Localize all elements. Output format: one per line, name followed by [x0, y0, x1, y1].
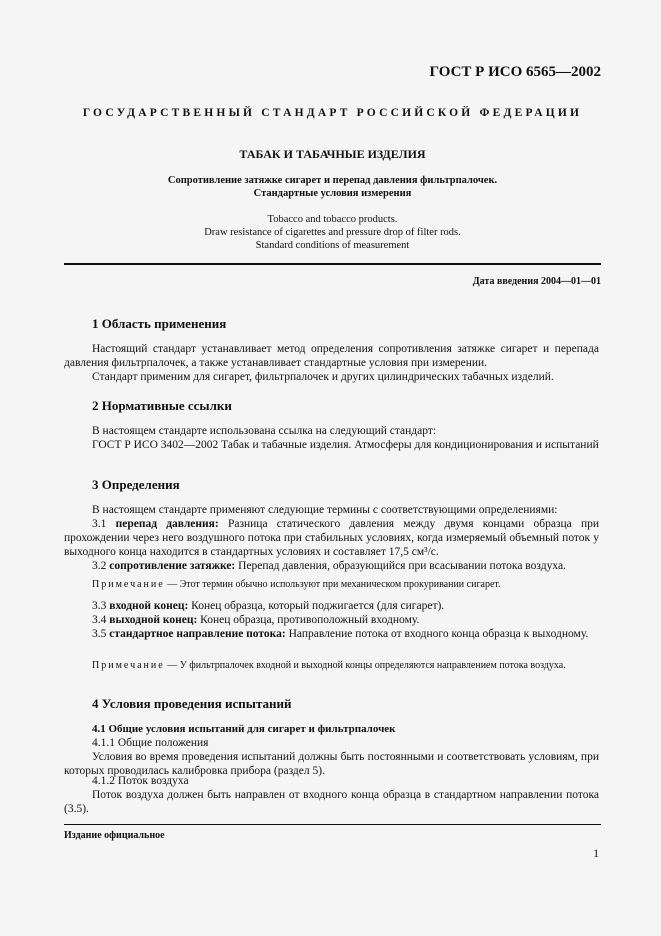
subsection-4-1-1-heading: 4.1.1 Общие положения: [92, 737, 209, 749]
definition-3-1: 3.1 перепад давления: Разница статического давления между двумя концами образца при прохождении через него воздушного потока при стабильных условиях, когда измеряемый объемный поток у выходного конца находится в стандартных условиях и составляет 17,5 см³/с.: [64, 518, 600, 559]
footer-divider: [64, 824, 601, 825]
section-1-heading: 1 Область применения: [92, 316, 227, 331]
english-title: [64, 213, 601, 252]
definition-3-4: 3.4 выходной конец: Конец образца, противоположный входному.: [92, 614, 420, 626]
definition-3-3: 3.3 входной конец: Конец образца, который поджигается (для сигарет).: [92, 600, 445, 612]
section-3-paragraph: В настоящем стандарте применяют следующие термины с соответствующими определениями:: [92, 504, 558, 516]
definition-3-5: 3.5 стандартное направление потока: Направление потока от входного конца образца к выходному.: [92, 628, 589, 640]
section-1-paragraph: Стандарт применим для сигарет, фильтрпалочек и других цилиндрических табачных изделий.: [92, 371, 554, 383]
subsection-4-1-heading: 4.1 Общие условия испытаний для сигарет и фильтрпалочек: [92, 723, 396, 735]
state-standard-banner: ГОСУДАРСТВЕННЫЙ СТАНДАРТ РОССИЙСКОЙ ФЕДЕРАЦИИ: [82, 107, 583, 119]
introduction-date: Дата введения 2004—01—01: [472, 276, 601, 287]
section-4-heading: 4 Условия проведения испытаний: [92, 696, 292, 711]
section-1-paragraph: Настоящий стандарт устанавливает метод определения сопротивления затяжке сигарет и перепада давления фильтрпалочек, а также устанавливает стандартные условия при измерении.: [64, 343, 599, 370]
subsection-4-1-2-paragraph: Поток воздуха должен быть направлен от входного конца образца в стандартном направлении потока (3.5).: [64, 789, 599, 816]
definition-3-2: 3.2 сопротивление затяжке: Перепад давления, образующийся при всасывании потока воздуха.: [92, 560, 566, 572]
section-2-paragraph: В настоящем стандарте использована ссылка на следующий стандарт:: [92, 425, 437, 437]
section-2-heading: 2 Нормативные ссылки: [92, 398, 232, 413]
russian-subtitle-line: Стандартные условия измерения: [253, 188, 412, 199]
header-divider: [64, 263, 601, 265]
section-3-heading: 3 Определения: [92, 477, 180, 492]
edition-label: Издание официальное: [64, 830, 165, 841]
note-2: Примечание — У фильтрпалочек входной и выходной концы определяются направлением потока воздуха.: [92, 660, 566, 671]
document-title: ТАБАК И ТАБАЧНЫЕ ИЗДЕЛИЯ: [239, 147, 426, 161]
russian-subtitle: [64, 174, 601, 200]
english-title-line: Standard conditions of measurement: [255, 240, 410, 251]
russian-subtitle-line: Сопротивление затяжке сигарет и перепад давления фильтрпалочек.: [167, 175, 498, 186]
document-code: ГОСТ Р ИСО 6565—2002: [429, 64, 601, 80]
note-1: Примечание — Этот термин обычно используют при механическом прокуривании сигарет.: [92, 579, 501, 590]
english-title-line: Tobacco and tobacco products.: [267, 214, 398, 225]
subsection-4-1-1-paragraph: Условия во время проведения испытаний должны быть постоянными и соответствовать условиям, при которых проводилась калибровка прибора (раздел 5).: [64, 751, 599, 778]
subsection-4-1-2-heading: 4.1.2 Поток воздуха: [92, 775, 189, 787]
page-number: 1: [593, 848, 599, 860]
english-title-line: Draw resistance of cigarettes and pressure drop of filter rods.: [204, 227, 461, 238]
normative-reference: ГОСТ Р ИСО 3402—2002 Табак и табачные изделия. Атмосферы для кондиционирования и испытаний: [92, 439, 599, 451]
